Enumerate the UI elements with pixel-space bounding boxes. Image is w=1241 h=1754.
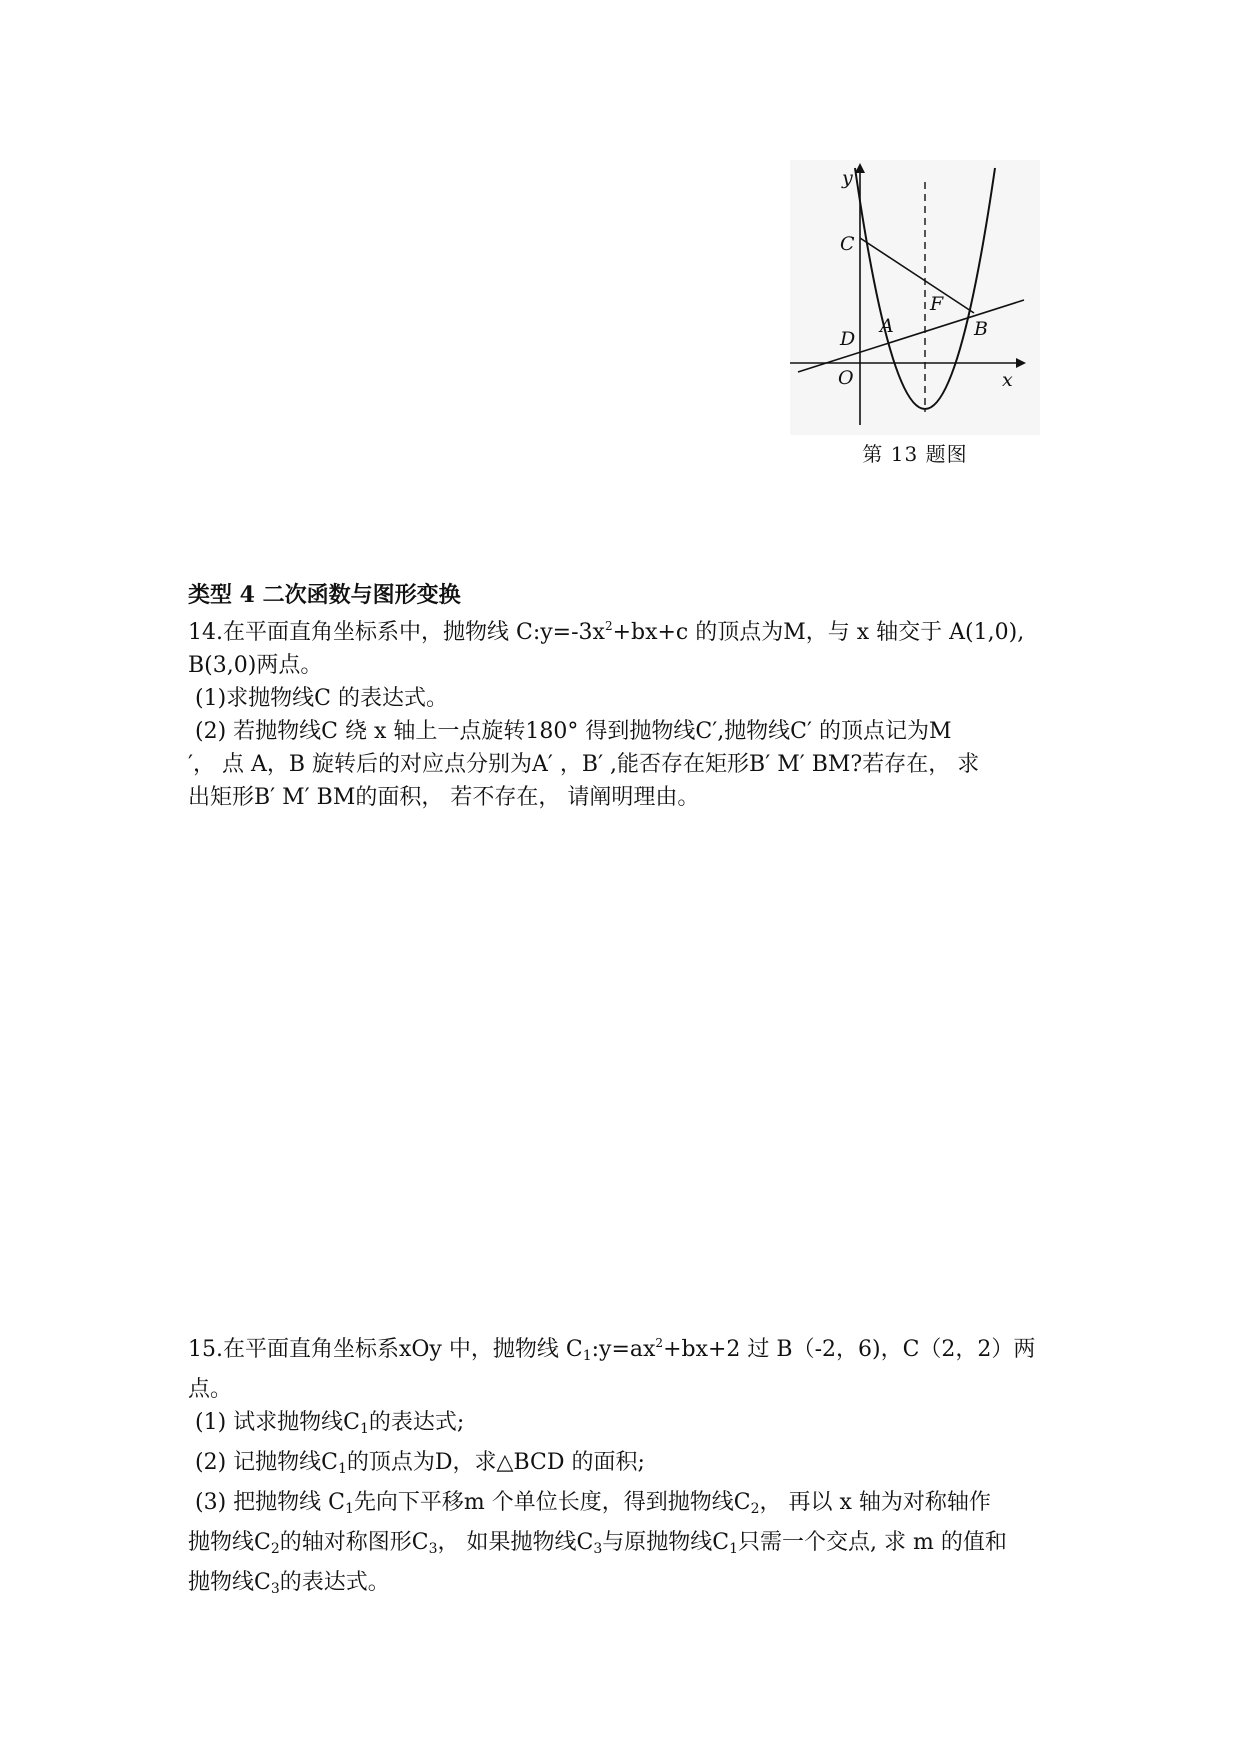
problem-15-line-1: 15.在平面直角坐标系xOy 中，抛物线 $C_1:y=ax^2+bx+2$ 过 B（-2，6)，C（2，2）两点。 bbox=[188, 1336, 1036, 1402]
figure-background bbox=[790, 160, 1040, 435]
section-title: 类型 4 二次函数与图形变换 bbox=[188, 582, 461, 608]
label-d: D bbox=[840, 328, 856, 350]
problem-15-part-3: (3) 把抛物线 $C_1$先向下平移m 个单位长度，得到抛物线$C_2$， 再以 x 轴为对称轴作 bbox=[188, 1490, 991, 1517]
problem-15-part-2: (2) 记抛物线$C_1$的顶点为D，求△BCD 的面积; bbox=[188, 1450, 645, 1477]
label-c: C bbox=[840, 233, 855, 255]
problem-14-part-2: (2) 若抛物线C 绕 x 轴上一点旋转180° 得到抛物线C′,抛物线C′ 的顶点记为M bbox=[188, 719, 952, 744]
parabola-diagram bbox=[790, 160, 1040, 435]
figure-caption: 第 13 题图 bbox=[862, 442, 968, 466]
problem-13-figure bbox=[790, 160, 1040, 466]
label-b: B bbox=[974, 318, 988, 340]
problem-15-part-3-end: 抛物线$C_3$的表达式。 bbox=[188, 1570, 390, 1597]
problem-14-part-1: (1)求抛物线C 的表达式。 bbox=[188, 686, 448, 711]
label-a: A bbox=[880, 315, 894, 337]
problem-14-part-2-end: 出矩形B′ M′ BM的面积， 若不存在， 请阐明理由。 bbox=[188, 785, 700, 810]
problem-14-part-2-cont: ′， 点 A，B 旋转后的对应点分别为A′ ，B′ ,能否存在矩形B′ M′ BM?若存在， 求 bbox=[188, 752, 980, 777]
problem-15-part-1: (1) 试求抛物线$C_1$的表达式; bbox=[188, 1410, 465, 1437]
problem-14-line-1: 14.在平面直角坐标系中，抛物线 $C:y=-3x^2+bx+c$ 的顶点为M，与 x 轴交于 A(1,0), bbox=[188, 619, 1025, 645]
label-f: F bbox=[930, 293, 944, 315]
problem-15-part-3-cont: 抛物线$C_2$的轴对称图形$C_3$， 如果抛物线$C_3$与原抛物线$C_1$只需一个交点, 求 m 的值和 bbox=[188, 1530, 1007, 1557]
label-y: y bbox=[842, 167, 853, 189]
problem-14-line-2: B(3,0)两点。 bbox=[188, 653, 323, 678]
problem-14 bbox=[188, 610, 1068, 814]
problem-15 bbox=[188, 1327, 1068, 1606]
label-x: x bbox=[1002, 369, 1013, 391]
label-o: O bbox=[838, 367, 854, 389]
